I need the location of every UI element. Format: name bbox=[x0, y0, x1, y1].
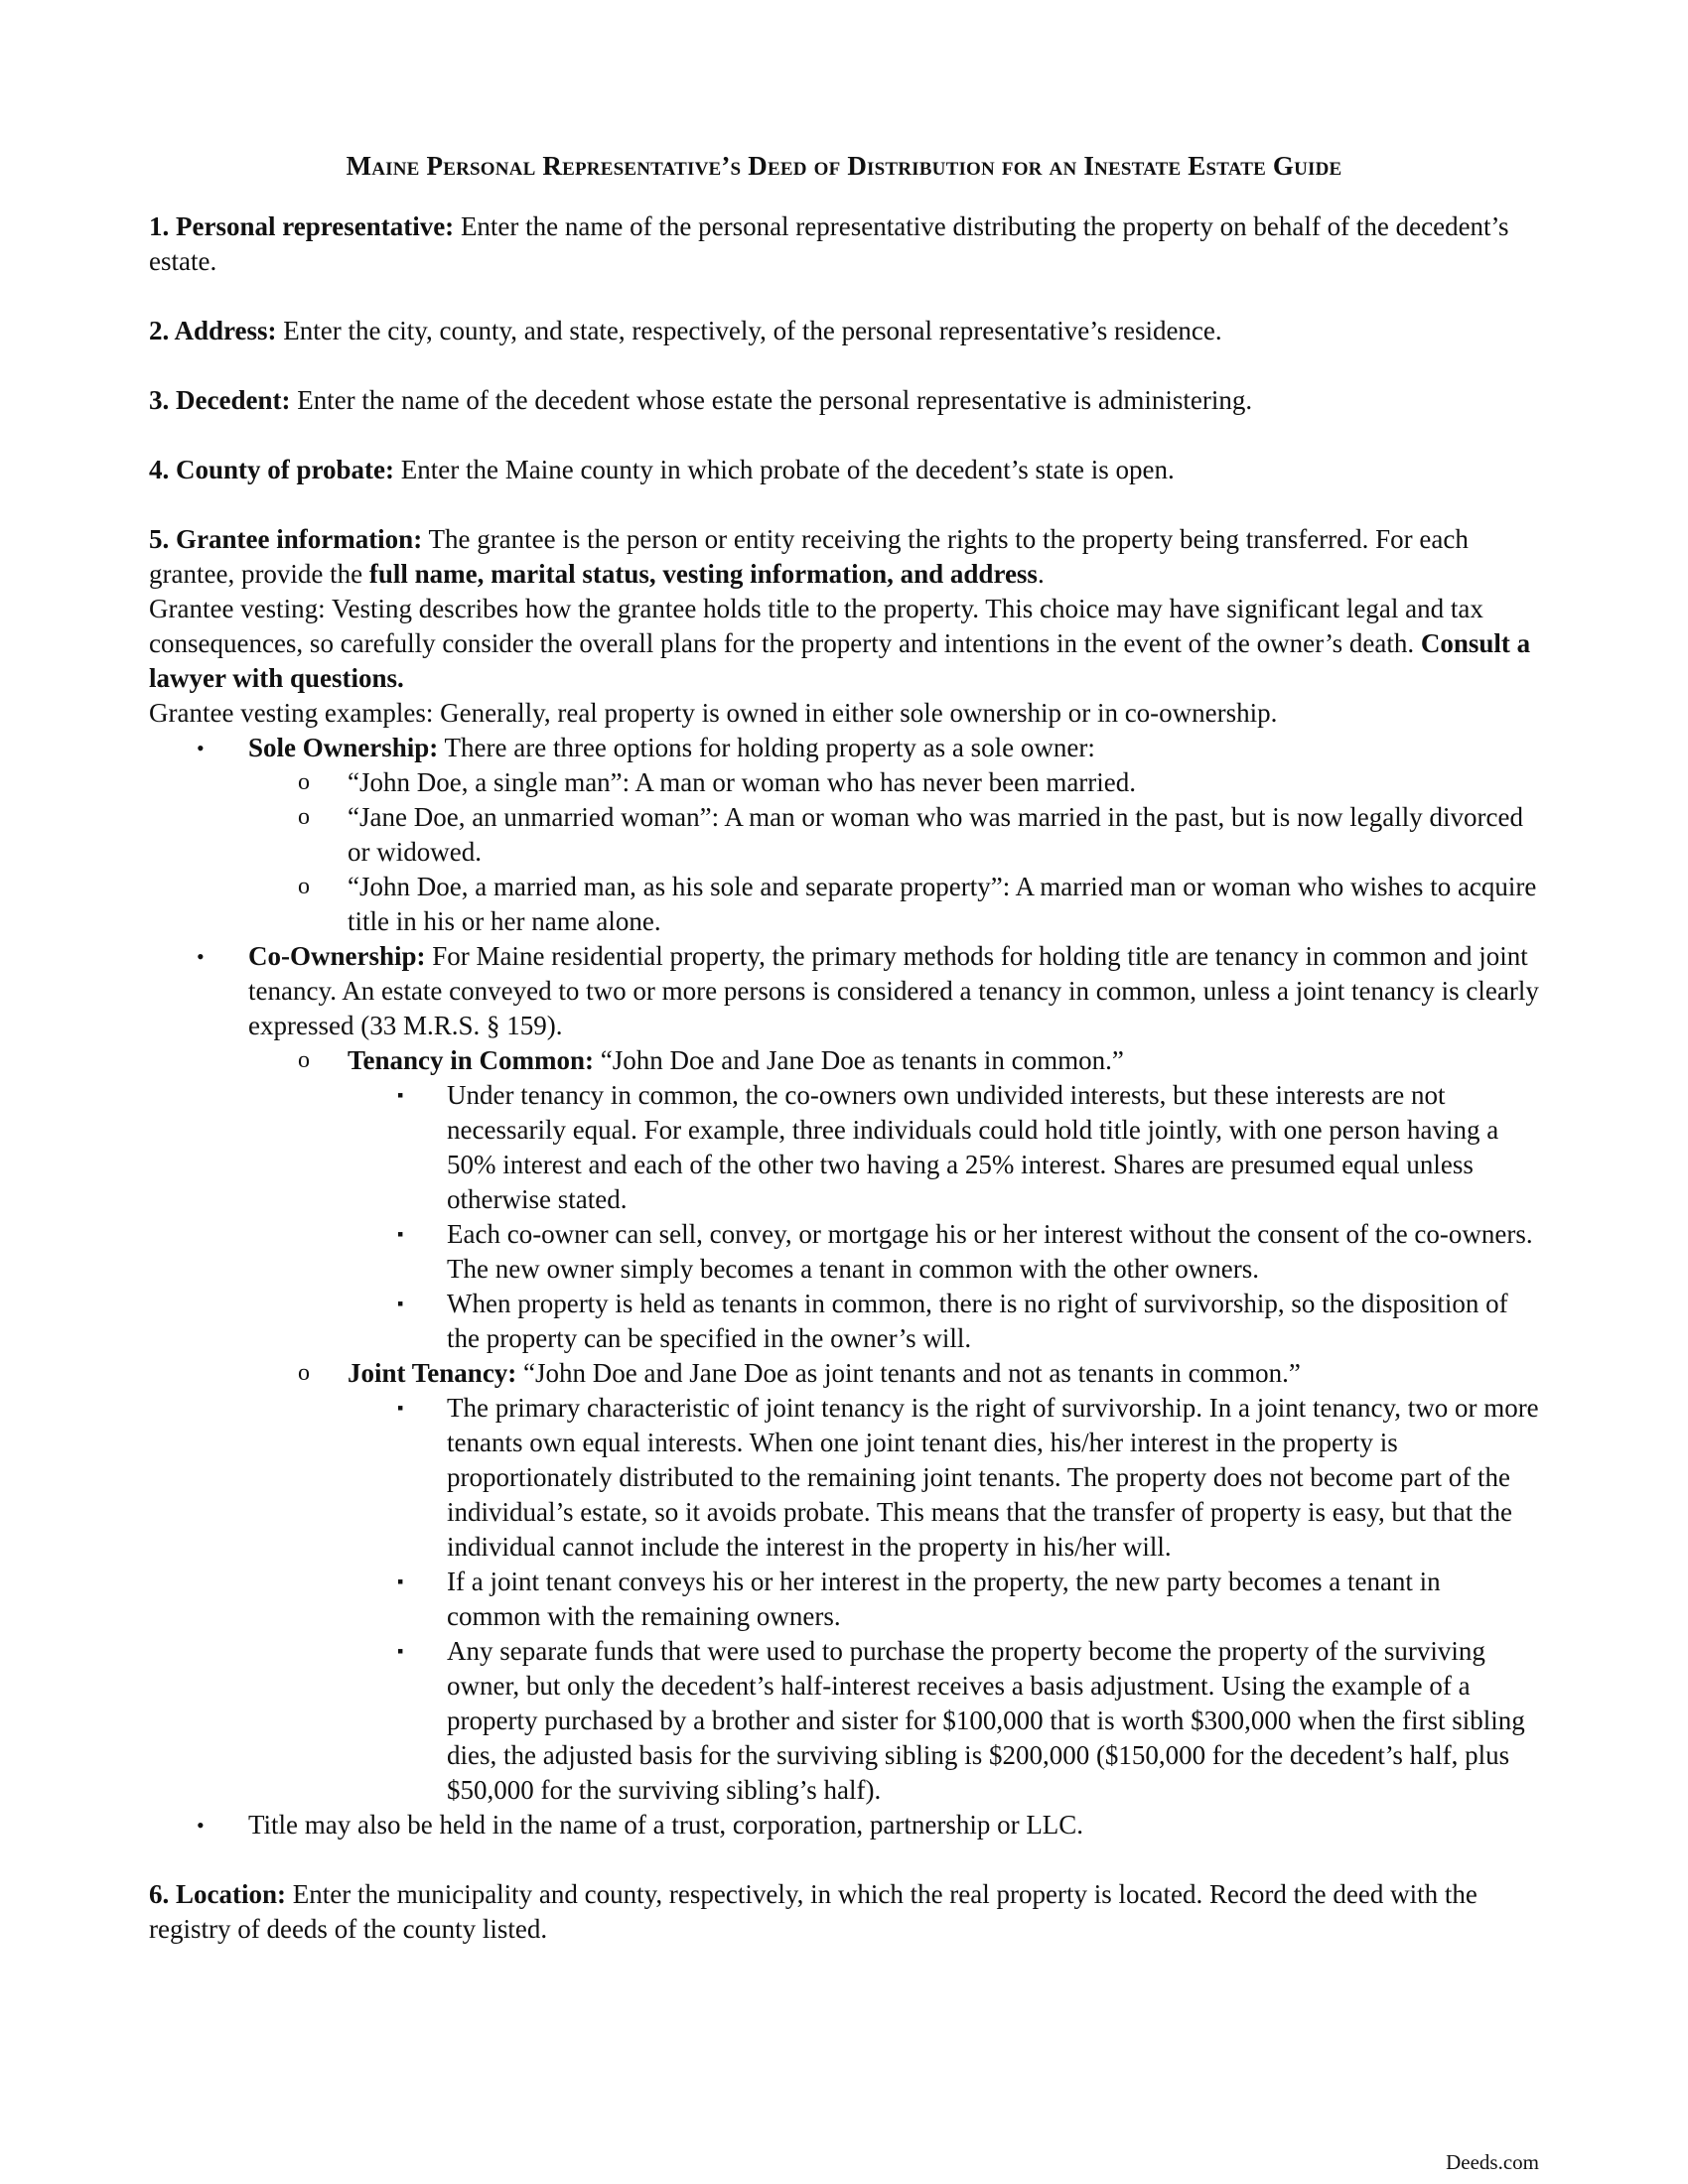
section-label: 6. Location: bbox=[149, 1879, 286, 1909]
list-item-tenancy-in-common: o Tenancy in Common: “John Doe and Jane Doe as tenants in common.” bbox=[149, 1043, 1539, 1078]
bullet-marker: • bbox=[197, 1813, 205, 1838]
grantee-vesting: Grantee vesting: Vesting describes how the grantee holds title to the property. This choice may have significant legal and tax consequences, so carefully consider the overall plans for the property and intentions in the event of the owner’s death. Consult a lawyer with questions. bbox=[149, 594, 1531, 693]
section-text: Enter the Maine county in which probate of the decedent’s state is open. bbox=[394, 455, 1175, 484]
grantee-vesting-examples: Grantee vesting examples: Generally, real property is owned in either sole ownership or in co-ownership. bbox=[149, 698, 1278, 728]
square-marker: ▪ bbox=[397, 1641, 404, 1661]
circle-marker: o bbox=[298, 1360, 310, 1386]
page-title: Maine Personal Representative’s Deed of Distribution for an Inestate Estate Guide bbox=[346, 151, 1342, 181]
list-item: ▪ Under tenancy in common, the co-owners own undivided interests, but these interests are not necessarily equal. For example, three individuals could hold title jointly, with one person having a 50% interest and each of the other two having a 25% interest. Shares are presumed equal unless otherwise stated. bbox=[397, 1080, 1499, 1214]
section-text: Enter the name of the personal representative distributing the property on behalf of the decedent’s estate. bbox=[149, 211, 1509, 276]
list-item: ▪ The primary characteristic of joint tenancy is the right of survivorship. In a joint tenancy, two or more tenants own equal interests. When one joint tenant dies, his/her interest in the property is proportionately distributed to the remaining joint tenants. The property does not become part of the individual’s estate, so it avoids probate. This means that the transfer of property is easy, but that the individual cannot include the interest in the property in his/her will. bbox=[397, 1393, 1539, 1562]
section-label: 1. Personal representative: bbox=[149, 211, 455, 241]
section-text: Enter the city, county, and state, respectively, of the personal representative’s residence. bbox=[276, 316, 1222, 345]
square-marker: ▪ bbox=[397, 1571, 404, 1591]
section-decedent bbox=[149, 383, 1539, 418]
list-item-other-entities: • Title may also be held in the name of a trust, corporation, partnership or LLC. bbox=[149, 1808, 1539, 1843]
circle-marker: o bbox=[298, 874, 310, 899]
footer-brand: Deeds.com bbox=[1446, 2150, 1539, 2174]
list-item: ▪ When property is held as tenants in common, there is no right of survivorship, so the disposition of the property can be specified in the owner’s will. bbox=[397, 1289, 1508, 1353]
square-marker: ▪ bbox=[397, 1294, 404, 1313]
section-grantee-information bbox=[149, 522, 1539, 1843]
list-item: o “Jane Doe, an unmarried woman”: A man or woman who was married in the past, but is now legally divorced or widowed. bbox=[298, 802, 1523, 867]
bullet-marker: • bbox=[197, 736, 205, 760]
square-marker: ▪ bbox=[397, 1224, 404, 1244]
grantee-intro: 5. Grantee information: The grantee is the person or entity receiving the rights to the property being transferred. For each grantee, provide the full name, marital status, vesting information, and address. bbox=[149, 524, 1469, 589]
section-label: 5. Grantee information: bbox=[149, 524, 423, 554]
section-location bbox=[149, 1877, 1539, 1947]
bullet-marker: • bbox=[197, 944, 205, 969]
vesting-list bbox=[149, 731, 1539, 1843]
square-marker: ▪ bbox=[397, 1085, 404, 1105]
section-text: Enter the municipality and county, respectively, in which the real property is located. Record the deed with the registry of deeds of the county listed. bbox=[149, 1879, 1477, 1944]
circle-marker: o bbox=[298, 804, 310, 830]
list-item-joint-tenancy: o Joint Tenancy: “John Doe and Jane Doe as joint tenants and not as tenants in common.” bbox=[149, 1356, 1539, 1391]
list-item: ▪ If a joint tenant conveys his or her interest in the property, the new party becomes a tenant in common with the remaining owners. bbox=[397, 1567, 1441, 1631]
section-text: Enter the name of the decedent whose estate the personal representative is administering. bbox=[290, 385, 1253, 415]
list-item-sole-ownership: • Sole Ownership: There are three options for holding property as a sole owner: bbox=[149, 731, 1539, 765]
section-personal-representative bbox=[149, 209, 1539, 279]
section-county-of-probate bbox=[149, 453, 1539, 487]
list-item: o “John Doe, a single man”: A man or woman who has never been married. bbox=[149, 765, 1539, 800]
list-item: ▪ Any separate funds that were used to purchase the property become the property of the surviving owner, but only the decedent’s half-interest receives a basis adjustment. Using the example of a property purchased by a brother and sister for $100,000 that is worth $300,000 when the first sibling dies, the adjusted basis for the surviving sibling is $200,000 ($150,000 for the decedent’s half, plus $50,000 for the surviving sibling’s half). bbox=[397, 1636, 1525, 1805]
circle-marker: o bbox=[298, 1047, 310, 1073]
list-item: ▪ Each co-owner can sell, convey, or mortgage his or her interest without the consent of the co-owners. The new owner simply becomes a tenant in common with the other owners. bbox=[397, 1219, 1533, 1284]
guide-content bbox=[149, 149, 1539, 1947]
list-item-co-ownership: • Co-Ownership: For Maine residential property, the primary methods for holding title are tenancy in common and joint tenancy. An estate conveyed to two or more persons is considered a tenancy in common, unless a joint tenancy is clearly expressed (33 M.R.S. § 159). bbox=[197, 941, 1539, 1040]
circle-marker: o bbox=[298, 769, 310, 795]
square-marker: ▪ bbox=[397, 1398, 404, 1418]
section-address bbox=[149, 314, 1539, 348]
section-label: 2. Address: bbox=[149, 316, 277, 345]
section-label: 4. County of probate: bbox=[149, 455, 395, 484]
section-label: 3. Decedent: bbox=[149, 385, 291, 415]
list-item: o “John Doe, a married man, as his sole and separate property”: A married man or woman who wishes to acquire title in his or her name alone. bbox=[298, 872, 1537, 936]
